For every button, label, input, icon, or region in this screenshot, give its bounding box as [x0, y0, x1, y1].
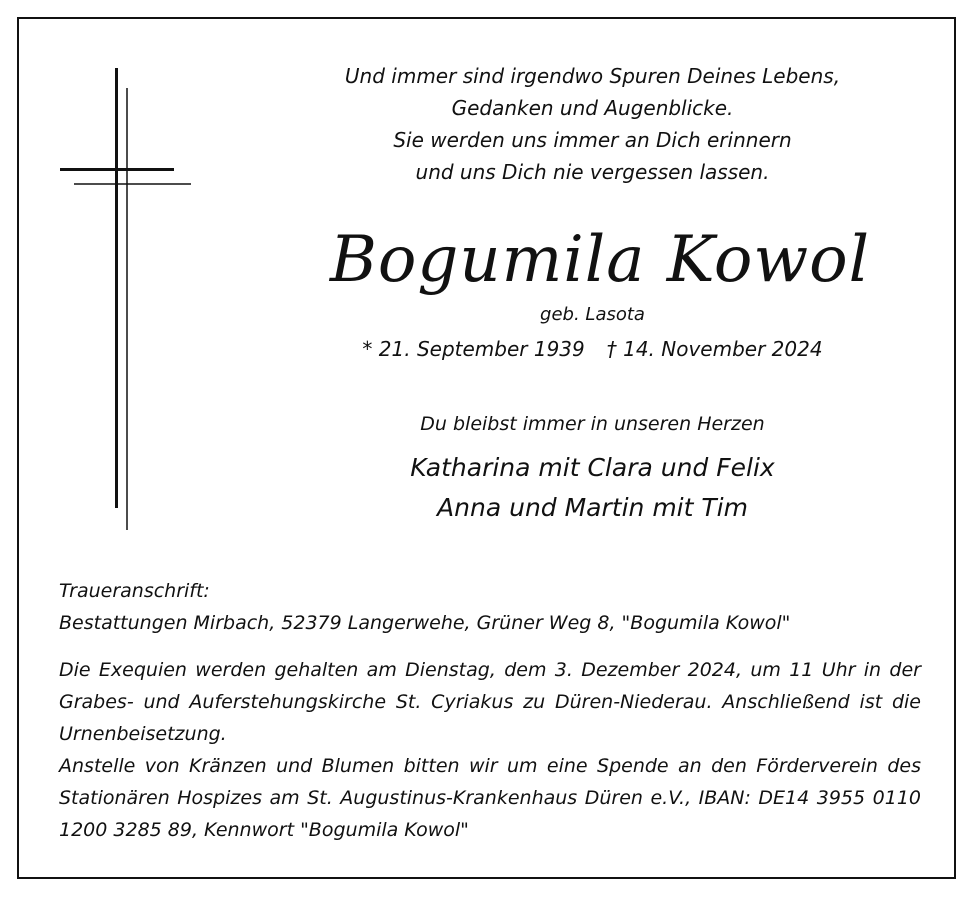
mourners: [290, 448, 895, 528]
address-label: Traueranschrift:: [59, 580, 210, 602]
death-date: † 14. November 2024: [606, 337, 823, 361]
address-line: Bestattungen Mirbach, 52379 Langerwehe, Grüner Weg 8, "Bogumila Kowol": [59, 612, 791, 634]
poem-line: Und immer sind irgendwo Spuren Deines Lebens,: [344, 64, 841, 88]
birth-date: * 21. September 1939: [362, 337, 585, 361]
deceased-name: Bogumila Kowol: [329, 223, 871, 297]
birth-name: geb. Lasota: [540, 304, 645, 325]
poem-line: Sie werden uns immer an Dich erinnern: [393, 128, 792, 152]
life-dates: [290, 334, 895, 364]
poem-line: Gedanken und Augenblicke.: [451, 96, 734, 120]
mourner-line: Katharina mit Clara und Felix: [410, 453, 775, 482]
poem-line: und uns Dich nie vergessen lassen.: [415, 160, 770, 184]
mourning-address: [59, 575, 921, 639]
farewell-text: Du bleibst immer in unseren Herzen: [420, 413, 765, 435]
exequies-text: Die Exequien werden gehalten am Dienstag, dem 3. Dezember 2024, um 11 Uhr in der Grabes- und Auferstehungskirche St. Cyriakus zu Düren-Niederau. Anschließend ist die Urnenbeisetzung.: [59, 659, 921, 745]
donation-text: Anstelle von Kränzen und Blumen bitten wir um eine Spende an den Förderverein des Stationären Hospizes am St. Augustinus-Krankenhaus Düren e.V., IBAN: DE14 3955 0110 1200 3285 89, Kennwort "Bogumila Kowol": [59, 755, 921, 841]
poem: [290, 60, 895, 188]
mourner-line: Anna und Martin mit Tim: [437, 493, 748, 522]
service-info: [59, 654, 921, 846]
